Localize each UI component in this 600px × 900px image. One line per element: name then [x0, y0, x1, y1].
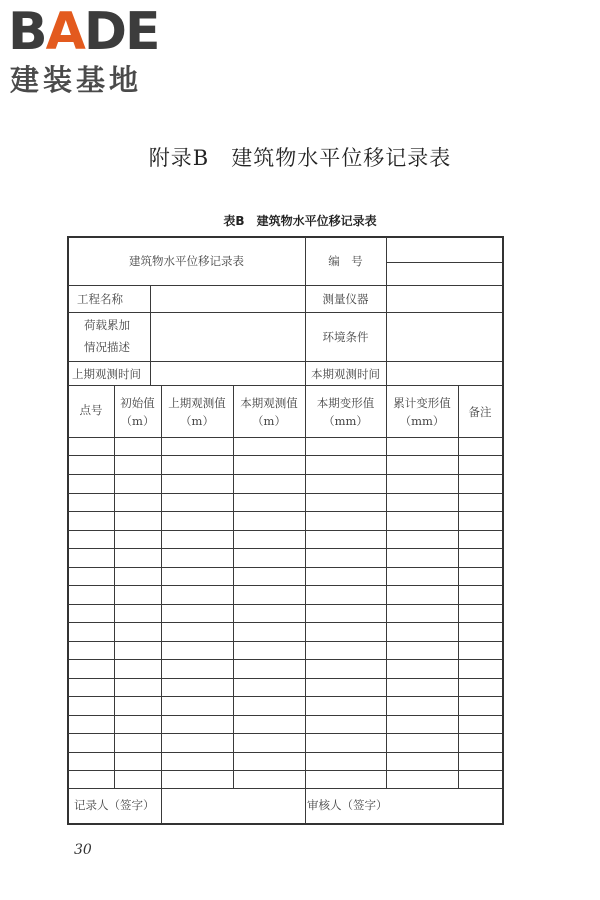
- col-header-point-no: 点号: [79, 403, 103, 417]
- col-header-initial-value: 初始值: [120, 396, 155, 410]
- appendix-title: 附录B 建筑物水平位移记录表: [148, 146, 452, 170]
- col-header-this-deformation: 本期变形值: [316, 396, 375, 410]
- form-header-title: 建筑物水平位移记录表: [129, 254, 244, 268]
- logo-subtitle: 建装基地: [10, 63, 143, 97]
- reviewer-signature-label: 审核人（签字）: [307, 798, 388, 812]
- col-header-remarks: 备注: [468, 405, 492, 419]
- load-desc-label-line2: 情况描述: [84, 340, 130, 354]
- last-observation-time-label: 上期观测时间: [72, 367, 141, 381]
- col-header-last-observed: 上期观测值: [168, 396, 226, 410]
- col-header-this-observed: 本期观测值: [240, 396, 298, 410]
- col-header-this-observed-unit: （m）: [252, 414, 286, 428]
- load-desc-label-line1: 荷载累加: [84, 318, 130, 332]
- col-header-cumulative-deformation-unit: （mm）: [399, 414, 445, 428]
- col-header-cumulative-deformation: 累计变形值: [393, 396, 451, 410]
- page-number: 30: [74, 842, 92, 858]
- table-caption: 表B 建筑物水平位移记录表: [223, 214, 377, 228]
- number-label: 编 号: [328, 254, 363, 268]
- col-header-this-deformation-unit: （mm）: [323, 414, 368, 428]
- col-header-last-observed-unit: （m）: [180, 414, 214, 428]
- col-header-initial-value-unit: （m）: [120, 414, 155, 428]
- this-observation-time-label: 本期观测时间: [311, 367, 380, 381]
- environment-label: 环境条件: [322, 330, 369, 344]
- recorder-signature-label: 记录人（签字）: [74, 798, 155, 812]
- instrument-label: 测量仪器: [322, 292, 369, 306]
- project-name-label: 工程名称: [77, 292, 123, 306]
- logo-wordmark: BADE: [8, 2, 159, 62]
